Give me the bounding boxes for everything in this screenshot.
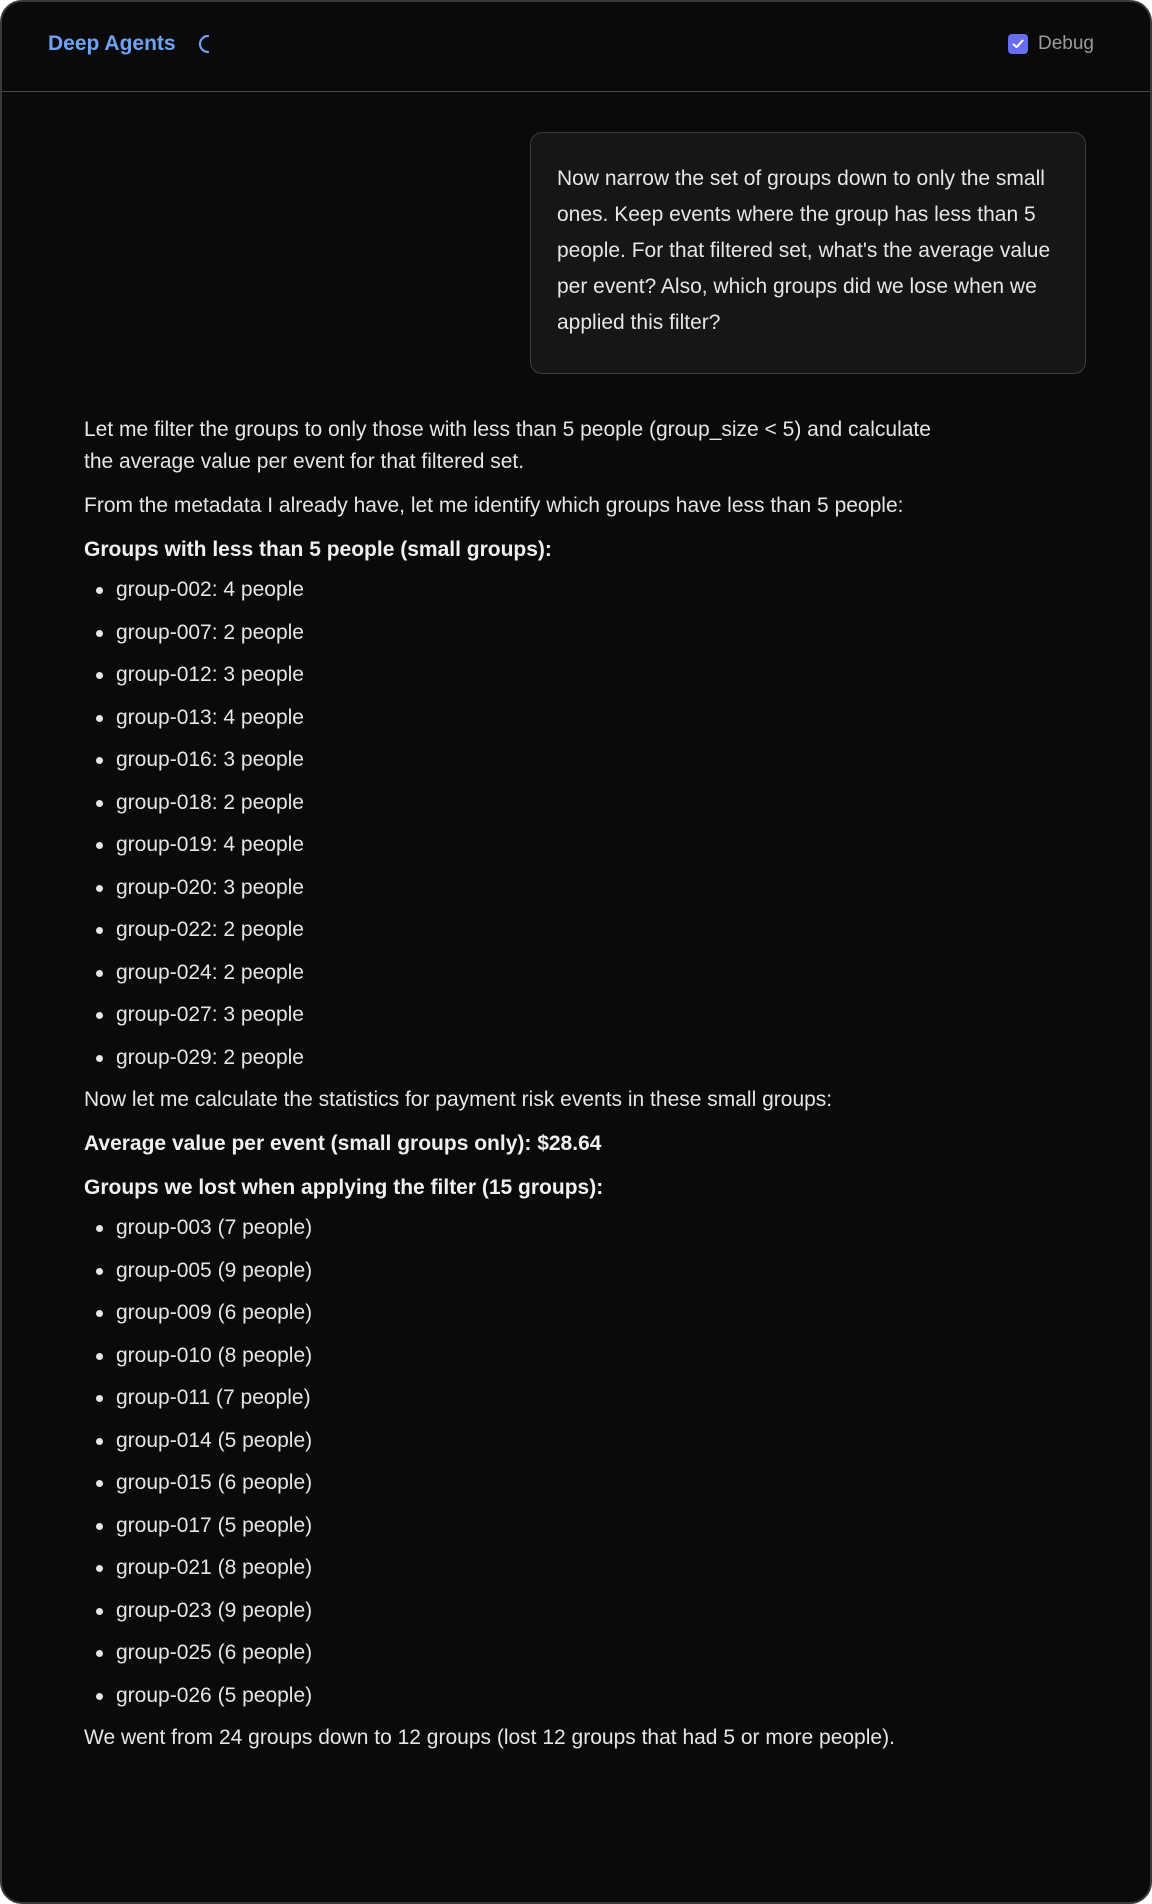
list-item: group-019: 4 people xyxy=(84,829,1024,872)
list-item: group-007: 2 people xyxy=(84,617,1024,660)
list-item: group-011 (7 people) xyxy=(84,1382,1024,1425)
checkmark-icon xyxy=(1011,37,1025,51)
list-item: group-027: 3 people xyxy=(84,999,1024,1042)
summary-text: We went from 24 groups down to 12 groups (lost 12 groups that had 5 or more people). xyxy=(84,1726,895,1749)
list-item: group-014 (5 people) xyxy=(84,1425,1024,1468)
list-item: group-026 (5 people) xyxy=(84,1680,1024,1723)
list-item: group-025 (6 people) xyxy=(84,1637,1024,1680)
small-groups-list xyxy=(84,574,1024,1084)
loading-spinner-icon xyxy=(194,33,216,55)
list-item: group-016: 3 people xyxy=(84,744,1024,787)
list-item: group-012: 3 people xyxy=(84,659,1024,702)
average-value-heading: Average value per event (small groups only): $28.64 xyxy=(84,1132,602,1155)
small-groups-heading: Groups with less than 5 people (small groups): xyxy=(84,538,552,561)
calculation-text: Now let me calculate the statistics for payment risk events in these small groups: xyxy=(84,1088,833,1111)
debug-checkbox[interactable] xyxy=(1008,34,1028,54)
list-item: group-020: 3 people xyxy=(84,872,1024,915)
list-item: group-005 (9 people) xyxy=(84,1255,1024,1298)
user-message-text: Now narrow the set of groups down to only the small ones. Keep events where the group has less than 5 people. For that filtered set, what's the average value per event? Also, which groups did we lose when we applied this filter? xyxy=(557,167,1051,334)
list-item: group-003 (7 people) xyxy=(84,1212,1024,1255)
assistant-message xyxy=(84,414,1024,1754)
list-item: group-009 (6 people) xyxy=(84,1297,1024,1340)
list-item: group-018: 2 people xyxy=(84,787,1024,830)
list-item: group-017 (5 people) xyxy=(84,1510,1024,1553)
user-message-bubble xyxy=(530,132,1086,374)
list-item: group-010 (8 people) xyxy=(84,1340,1024,1383)
app-title[interactable]: Deep Agents xyxy=(48,32,176,55)
list-item: group-022: 2 people xyxy=(84,914,1024,957)
debug-toggle[interactable] xyxy=(1008,32,1094,56)
list-item: group-029: 2 people xyxy=(84,1042,1024,1085)
lost-groups-heading: Groups we lost when applying the filter (15 groups): xyxy=(84,1176,604,1199)
list-item: group-002: 4 people xyxy=(84,574,1024,617)
list-item: group-023 (9 people) xyxy=(84,1595,1024,1638)
list-item: group-021 (8 people) xyxy=(84,1552,1024,1595)
lost-groups-list xyxy=(84,1212,1024,1722)
list-item: group-015 (6 people) xyxy=(84,1467,1024,1510)
assistant-metadata-text: From the metadata I already have, let me identify which groups have less than 5 people: xyxy=(84,494,904,517)
assistant-intro-text: Let me filter the groups to only those with less than 5 people (group_size < 5) and calculate the average value per event for that filtered set. xyxy=(84,418,931,473)
top-bar xyxy=(2,2,1150,92)
debug-label: Debug xyxy=(1038,33,1094,54)
list-item: group-024: 2 people xyxy=(84,957,1024,1000)
list-item: group-013: 4 people xyxy=(84,702,1024,745)
